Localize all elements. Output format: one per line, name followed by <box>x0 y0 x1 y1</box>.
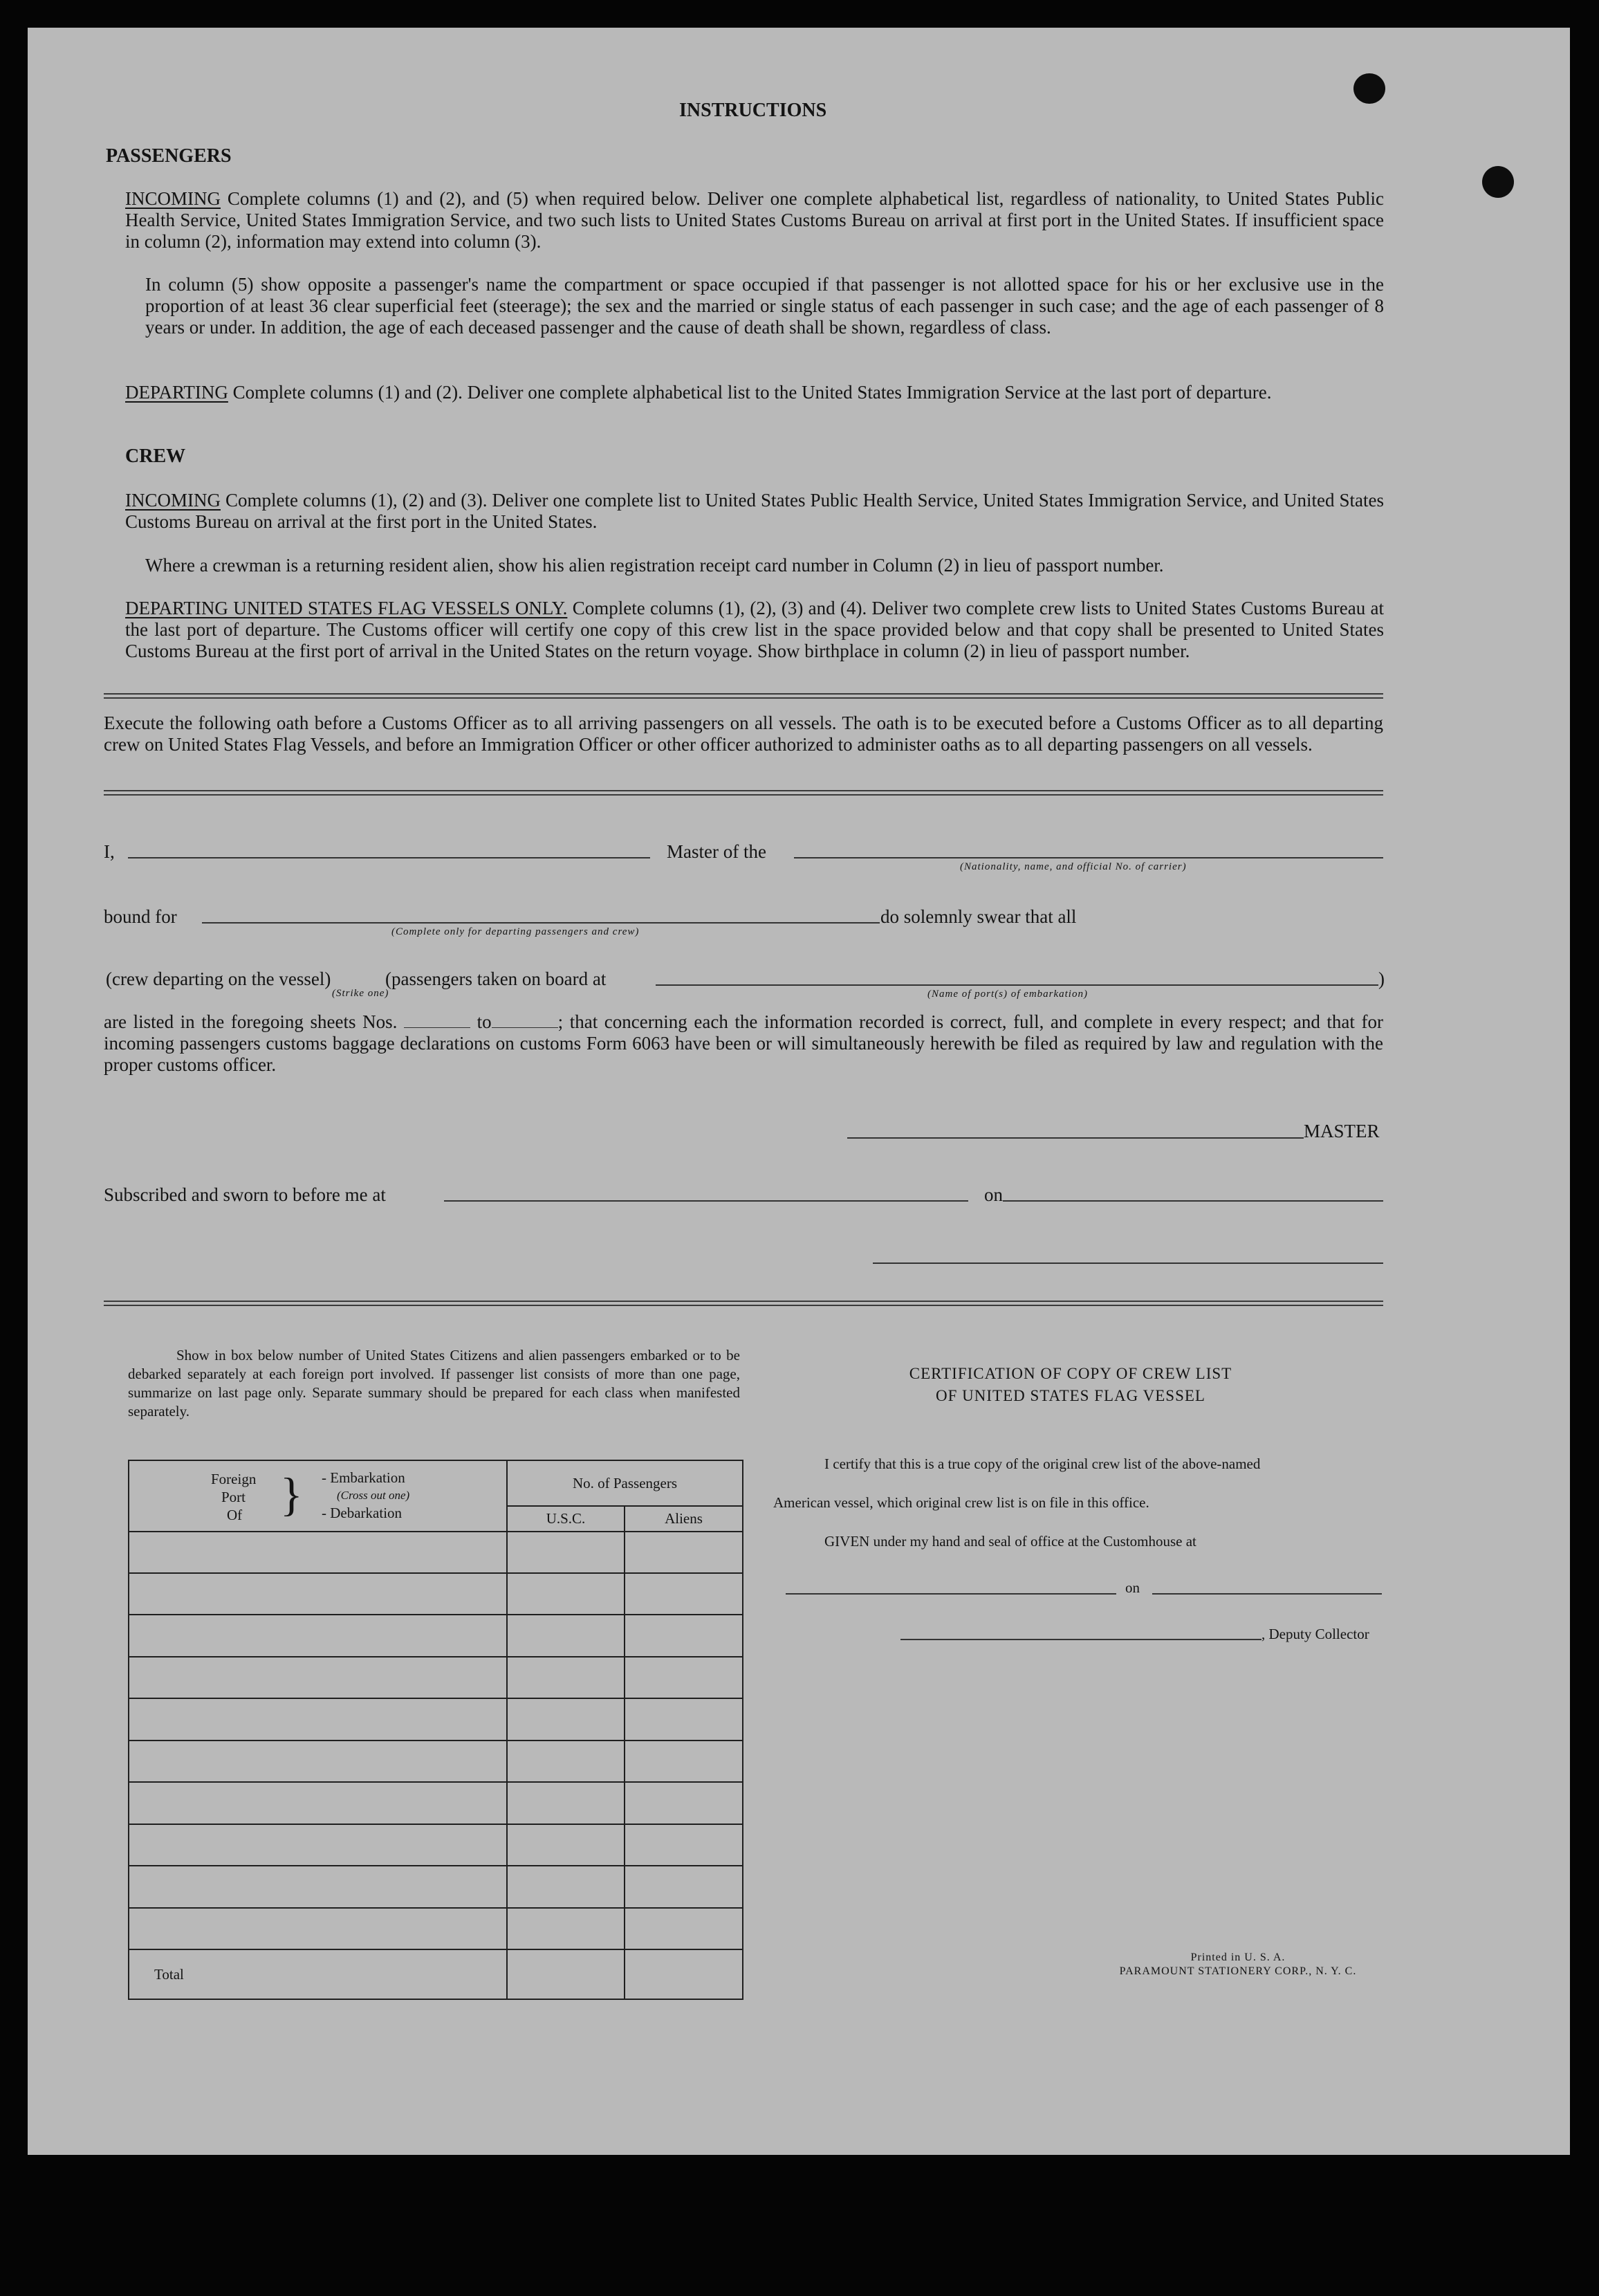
crew-departing-paragraph <box>125 598 1384 662</box>
listed-prefix: are listed in the foregoing sheets Nos. <box>104 1011 398 1032</box>
port-cell[interactable] <box>129 1741 507 1782</box>
no-of-passengers-header: No. of Passengers <box>507 1460 743 1506</box>
usc-cell[interactable] <box>507 1532 625 1573</box>
aliens-cell[interactable] <box>625 1908 743 1949</box>
certification-line2: American vessel, which original crew list is on file in this office. <box>773 1494 1149 1511</box>
port-cell[interactable] <box>129 1782 507 1824</box>
passengers-departing-label: DEPARTING <box>125 382 228 403</box>
port-cell[interactable] <box>129 1866 507 1908</box>
listed-paragraph <box>104 1011 1383 1076</box>
sheet-to-field[interactable] <box>492 1013 558 1028</box>
table-row <box>129 1908 743 1949</box>
passengers-incoming-paragraph <box>125 188 1384 252</box>
crew-resident-paragraph: Where a crewman is a returning resident alien, show his alien registration receipt card number in Column (2) in lieu of passport number. <box>145 555 1164 576</box>
crew-departing-label: DEPARTING UNITED STATES FLAG VESSELS ONLY. <box>125 598 568 618</box>
cross-out-hint: (Cross out one) <box>337 1489 410 1502</box>
foreign-port-header <box>129 1460 507 1532</box>
usc-cell[interactable] <box>507 1866 625 1908</box>
total-label: Total <box>129 1949 507 1999</box>
official-signature-field[interactable] <box>873 1262 1383 1264</box>
aliens-header: Aliens <box>625 1506 743 1532</box>
usc-cell[interactable] <box>507 1782 625 1824</box>
usc-cell[interactable] <box>507 1698 625 1741</box>
usc-total-cell[interactable] <box>507 1949 625 1999</box>
port-cell[interactable] <box>129 1615 507 1657</box>
port-cell[interactable] <box>129 1573 507 1615</box>
total-row <box>129 1949 743 1999</box>
to-label: to <box>477 1011 492 1032</box>
usc-cell[interactable] <box>507 1908 625 1949</box>
printer-imprint <box>1065 1951 1411 1978</box>
passengers-departing-text: Complete columns (1) and (2). Deliver one complete alphabetical list to the United States Immigration Service at the last port of departure. <box>232 382 1272 403</box>
table-row <box>129 1866 743 1908</box>
aliens-cell[interactable] <box>625 1866 743 1908</box>
table-row <box>129 1657 743 1698</box>
instructions-title: INSTRUCTIONS <box>679 100 827 121</box>
close-paren: ) <box>1378 968 1385 989</box>
crew-incoming-paragraph <box>125 490 1384 533</box>
usc-cell[interactable] <box>507 1615 625 1657</box>
sworn-on-label: on <box>984 1184 1003 1205</box>
passengers-departing-paragraph <box>125 382 1384 403</box>
usc-cell[interactable] <box>507 1657 625 1698</box>
printer-line1: Printed in U. S. A. <box>1190 1951 1286 1963</box>
aliens-cell[interactable] <box>625 1573 743 1615</box>
swear-text: do solemnly swear that all <box>880 906 1077 927</box>
oath-i-label: I, <box>104 841 115 862</box>
crew-departing-option: (crew departing on the vessel) <box>106 968 331 989</box>
crew-departing-text: Complete columns (1), (2), (3) and (4). Deliver two complete crew lists to United States Customs Bureau at the last port of departure. The Customs officer will certify one copy of this crew list in the space provided below and that copy shall be presented to United States Customs Bureau at the first port of arrival in the United States on the return voyage. Show birthplace in column (2) in lieu of passport number. <box>125 598 1384 661</box>
aliens-cell[interactable] <box>625 1782 743 1824</box>
usc-cell[interactable] <box>507 1573 625 1615</box>
punch-hole-right <box>1482 166 1514 198</box>
aliens-cell[interactable] <box>625 1532 743 1573</box>
aliens-cell[interactable] <box>625 1741 743 1782</box>
table-row <box>129 1741 743 1782</box>
divider-bottom-1 <box>104 1301 1383 1302</box>
carrier-field[interactable] <box>794 857 1383 858</box>
divider-top-2 <box>104 697 1383 699</box>
foreign-label: Foreign <box>211 1471 257 1487</box>
embarkation-port-field[interactable] <box>656 984 1378 986</box>
listed-rest: ; that concerning each the information recorded is correct, full, and complete in every respect; and that for incoming passengers customs baggage declarations on customs Form 6063 have been or will simultaneously herewith be filed as required by law and regulation with the proper customs officer. <box>104 1011 1384 1075</box>
sworn-date-field[interactable] <box>1003 1200 1383 1202</box>
debarkation-option: - Debarkation <box>322 1505 403 1521</box>
port-cell[interactable] <box>129 1657 507 1698</box>
customhouse-field[interactable] <box>786 1593 1116 1595</box>
bound-for-hint: (Complete only for departing passengers and crew) <box>391 926 640 937</box>
passengers-incoming-text: Complete columns (1) and (2), and (5) when required below. Deliver one complete alphabetical list, regardless of nationality, to United States Public Health Service, United States Immigration Service, and two such lists to United States Customs Bureau on arrival at first port in the United States. If insufficient space in column (2), information may extend into column (3). <box>125 188 1384 252</box>
crew-incoming-text: Complete columns (1), (2) and (3). Deliver one complete list to United States Public Health Service, United States Immigration Service, and United States Customs Bureau on arrival at the first port in the United States. <box>125 490 1385 532</box>
printer-line2: PARAMOUNT STATIONERY CORP., N. Y. C. <box>1119 1965 1357 1977</box>
master-label: MASTER <box>1304 1121 1380 1141</box>
master-name-field[interactable] <box>128 857 650 858</box>
brace-symbol: } <box>280 1468 303 1521</box>
aliens-cell[interactable] <box>625 1698 743 1741</box>
certification-title <box>801 1363 1340 1407</box>
passenger-summary-table <box>128 1460 743 2000</box>
usc-cell[interactable] <box>507 1824 625 1866</box>
port-cell[interactable] <box>129 1824 507 1866</box>
aliens-cell[interactable] <box>625 1824 743 1866</box>
oath-intro: Execute the following oath before a Customs Officer as to all arriving passengers on all vessels. The oath is to be executed before a Customs Officer as to all departing crew on United States Flag Vessels, and before an Immigration Officer or other officer authorized to administer oaths as to all departing passengers on all vessels. <box>104 713 1383 755</box>
of-label: Of <box>227 1507 243 1523</box>
divider-mid-2 <box>104 794 1383 796</box>
port-cell[interactable] <box>129 1698 507 1741</box>
divider-mid-1 <box>104 790 1383 791</box>
embarkation-option: - Embarkation <box>322 1469 405 1486</box>
port-label: Port <box>221 1489 246 1505</box>
punch-hole-top <box>1353 73 1385 104</box>
certification-line3: GIVEN under my hand and seal of office at the Customhouse at <box>824 1533 1196 1550</box>
deputy-collector-signature-field[interactable] <box>900 1639 1261 1640</box>
form-sheet <box>28 28 1570 2155</box>
strike-one-hint: (Strike one) <box>332 988 389 999</box>
aliens-cell[interactable] <box>625 1615 743 1657</box>
table-row <box>129 1782 743 1824</box>
bound-for-field[interactable] <box>202 922 880 924</box>
table-row <box>129 1615 743 1657</box>
port-cell[interactable] <box>129 1908 507 1949</box>
certification-title-line2: OF UNITED STATES FLAG VESSEL <box>936 1387 1205 1404</box>
passengers-taken-option: (passengers taken on board at <box>385 968 607 989</box>
certification-line1: I certify that this is a true copy of the original crew list of the above-named <box>824 1455 1261 1472</box>
passengers-incoming-label: INCOMING <box>125 188 221 209</box>
table-row <box>129 1532 743 1573</box>
divider-top-1 <box>104 693 1383 695</box>
sworn-place-field[interactable] <box>444 1200 968 1202</box>
aliens-cell[interactable] <box>625 1657 743 1698</box>
passengers-heading: PASSENGERS <box>106 145 232 167</box>
certification-on-label: on <box>1125 1579 1140 1596</box>
port-hint: (Name of port(s) of embarkation) <box>927 989 1088 1000</box>
crew-heading: CREW <box>125 446 186 467</box>
certification-date-field[interactable] <box>1152 1593 1382 1595</box>
bound-for-label: bound for <box>104 906 177 927</box>
table-row <box>129 1824 743 1866</box>
passengers-column5-paragraph: In column (5) show opposite a passenger's name the compartment or space occupied if that passenger is not allotted space for his or her exclusive use in the proportion of at least 36 clear superficial feet (steerage); the sex and the married or single status of each passenger in such case; and the age of each passenger of 8 years or under. In addition, the age of each deceased passenger and the cause of death shall be shown, regardless of class. <box>145 274 1384 338</box>
sheet-from-field[interactable] <box>404 1013 470 1028</box>
summary-instruction: Show in box below number of United States Citizens and alien passengers embarked or to be debarked separately at each foreign port involved. If passenger list consists of more than one page, summarize on last page only. Separate summary should be prepared for each class when manifested separately. <box>128 1347 740 1420</box>
subscribed-label: Subscribed and sworn to before me at <box>104 1184 386 1205</box>
usc-cell[interactable] <box>507 1741 625 1782</box>
deputy-collector-label: , Deputy Collector <box>1261 1626 1369 1642</box>
divider-bottom-2 <box>104 1305 1383 1306</box>
aliens-total-cell[interactable] <box>625 1949 743 1999</box>
master-of-the-label: Master of the <box>667 841 766 862</box>
master-signature-field[interactable] <box>847 1137 1304 1139</box>
certification-title-line1: CERTIFICATION OF COPY OF CREW LIST <box>909 1365 1232 1382</box>
carrier-hint: (Nationality, name, and official No. of carrier) <box>960 861 1187 872</box>
table-row <box>129 1698 743 1741</box>
usc-header: U.S.C. <box>507 1506 625 1532</box>
port-cell[interactable] <box>129 1532 507 1573</box>
crew-incoming-label: INCOMING <box>125 490 221 511</box>
table-row <box>129 1573 743 1615</box>
